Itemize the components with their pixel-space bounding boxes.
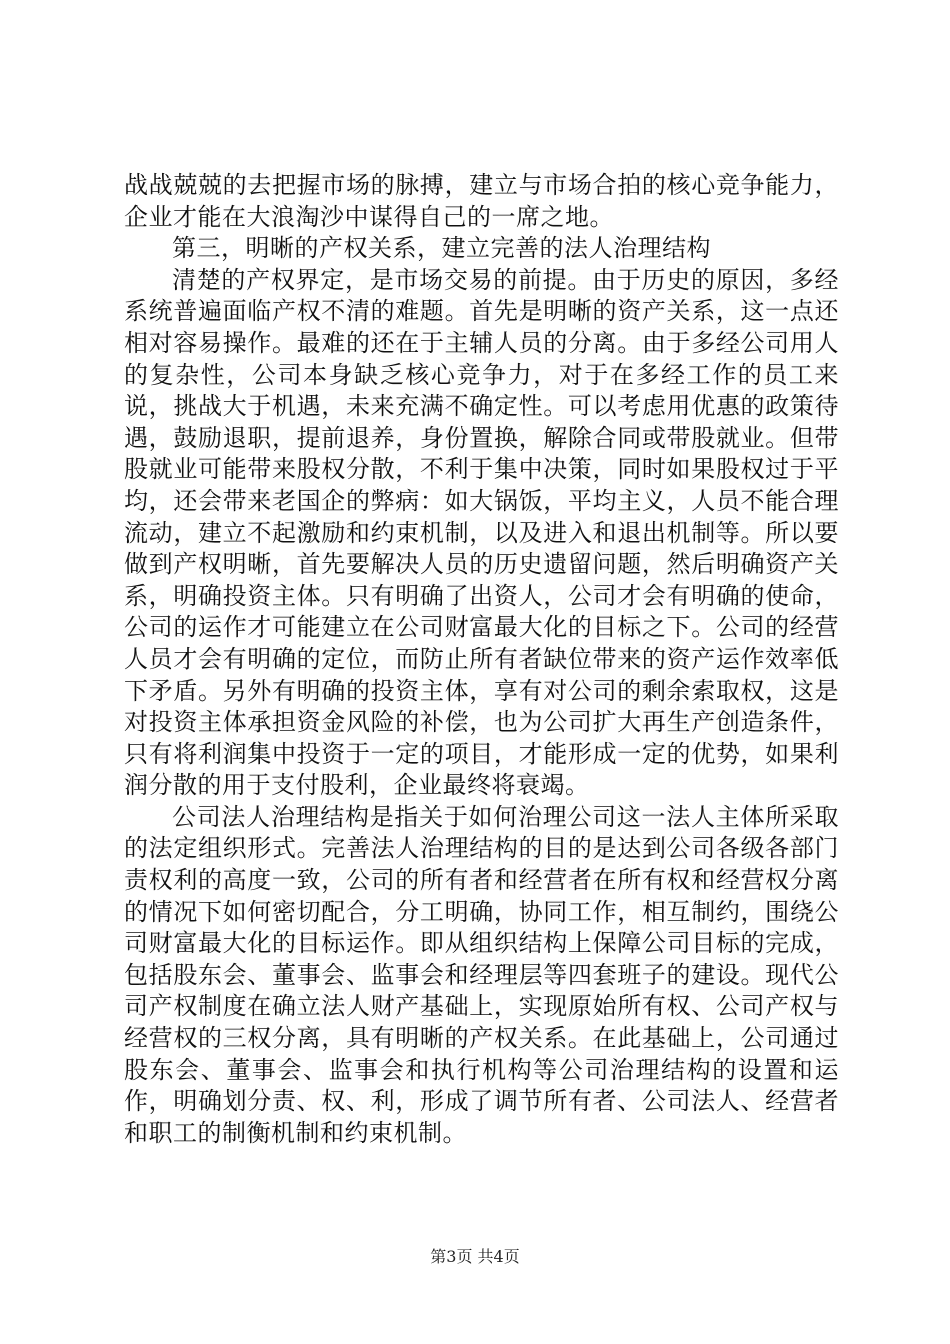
body-paragraph-property-rights: 清楚的产权界定，是市场交易的前提。由于历史的原因，多经系统普遍面临产权不清的难题。首先是明晰的资产关系，这一点还相对容易操作。最难的还在于主辅人员的分离。由于多经公司用人的复杂性，公司本身缺乏核心竞争力，对于在多经工作的员工来说，挑战大于机遇，未来充满不确定性。可以考虑用优惠的政策待遇，鼓励退职，提前退养，身份置换，解除合同或带股就业。但带股就业可能带来股权分散，不利于集中决策，同时如果股权过于平均，还会带来老国企的弊病：如大锅饭，平均主义，人员不能合理流动，建立不起激励和约束机制，以及进入和退出机制等。所以要做到产权明晰，首先要解决人员的历史遗留问题，然后明确资产关系，明确投资主体。只有明确了出资人，公司才会有明确的使命，公司的运作才可能建立在公司财富最大化的目标之下。公司的经营人员才会有明确的定位，而防止所有者缺位带来的资产运作效率低下矛盾。另外有明确的投资主体，享有对公司的剩余索取权，这是对投资主体承担资金风险的补偿，也为公司扩大再生产创造条件，只有将利润集中投资于一定的项目，才能形成一定的优势，如果利润分散的用于支付股利，企业最终将衰竭。 <box>124 265 839 800</box>
section-heading: 第三，明晰的产权关系，建立完善的法人治理结构 <box>172 234 711 263</box>
document-body <box>124 170 839 1149</box>
page-footer: 第3页 共4页 <box>430 1247 520 1266</box>
continuation-paragraph: 战战兢兢的去把握市场的脉搏，建立与市场合拍的核心竞争能力，企业才能在大浪淘沙中谋得自己的一席之地。 <box>124 171 839 231</box>
body-paragraph-governance: 公司法人治理结构是指关于如何治理公司这一法人主体所采取的法定组织形式。完善法人治理结构的目的是达到公司各级各部门责权利的高度一致，公司的所有者和经营者在所有权和经营权分离的情况下如何密切配合，分工明确，协同工作，相互制约，围绕公司财富最大化的目标运作。即从组织结构上保障公司目标的完成，包括股东会、董事会、监事会和经理层等四套班子的建设。现代公司产权制度在确立法人财产基础上，实现原始所有权、公司产权与经营权的三权分离，具有明晰的产权关系。在此基础上，公司通过股东会、董事会、监事会和执行机构等公司治理结构的设置和运作，明确划分责、权、利，形成了调节所有者、公司法人、经营者和职工的制衡机制和约束机制。 <box>124 802 839 1147</box>
